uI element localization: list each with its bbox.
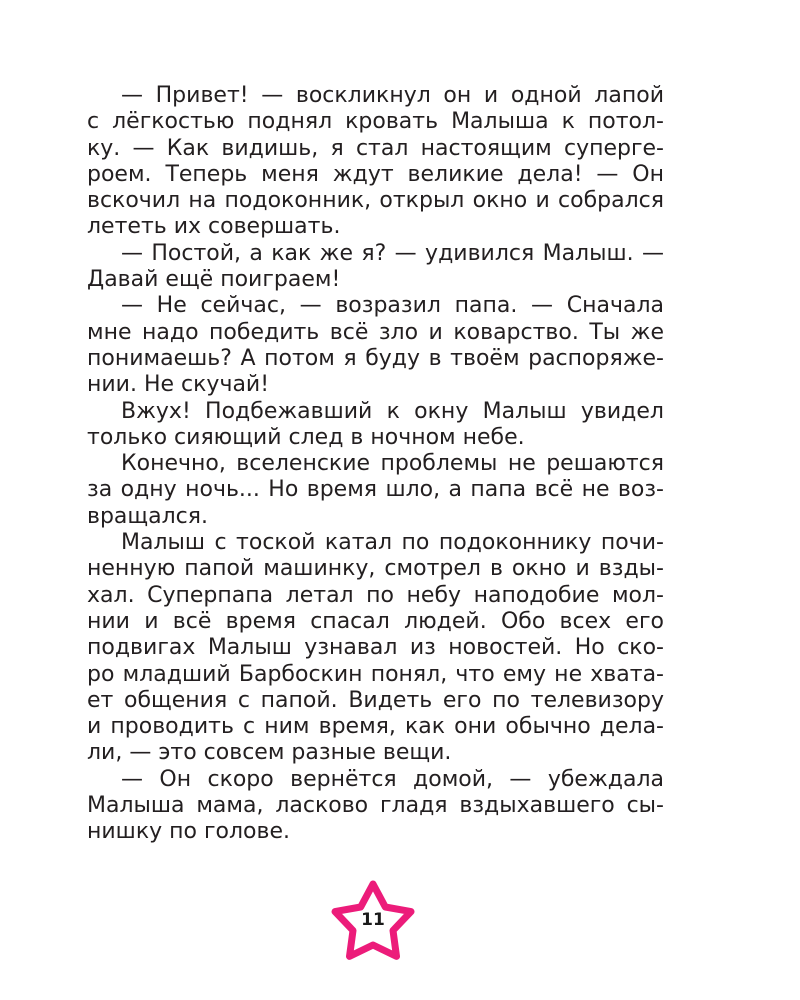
text-line: нии и всё время спасал людей. Обо всех его — [87, 608, 664, 634]
text-line: Малыша мама, ласково гладя вздыхавшего сы- — [87, 793, 664, 819]
text-line: нишку по голове. — [87, 819, 290, 845]
text-line: — Не сейчас, — возразил папа. — Сначала — [121, 293, 664, 319]
text-line: нии. Не скучай! — [87, 372, 270, 398]
text-line: Конечно, вселенские проблемы не решаются — [121, 451, 664, 477]
text-line: подвигах Малыш узнавал из новостей. Но ско- — [87, 635, 664, 661]
text-line: мне надо победить всё зло и коварство. Ты же — [87, 319, 664, 345]
text-line: с лёгкостью поднял кровать Малыша к потол- — [87, 109, 664, 135]
text-line: Вжух! Подбежавший к окну Малыш увидел — [121, 398, 664, 424]
text-line: ро младший Барбоскин понял, что ему не хвата- — [87, 661, 664, 687]
text-line: ли, — это совсем разные вещи. — [87, 740, 452, 766]
text-line: ет общения с папой. Видеть его по телевизору — [87, 687, 664, 713]
text-line: вскочил на подоконник, открыл окно и собрался — [87, 188, 664, 214]
page-number-badge — [327, 876, 419, 968]
page-number: 11 — [361, 910, 385, 930]
text-line: понимаешь? А потом я буду в твоём распоряже- — [87, 345, 664, 371]
text-line: Давай ещё поиграем! — [87, 267, 341, 293]
text-line: роем. Теперь меня ждут великие дела! — Он — [87, 161, 664, 187]
text-line: ку. — Как видишь, я стал настоящим суперге- — [87, 135, 664, 161]
text-line: лететь их совершать. — [87, 214, 341, 240]
text-line: только сияющий след в ночном небе. — [87, 424, 525, 450]
text-line: — Постой, а как же я? — удивился Малыш. — — [121, 240, 664, 266]
text-line: и проводить с ним время, как они обычно дела- — [87, 714, 664, 740]
text-line: за одну ночь... Но время шло, а папа всё не воз- — [87, 477, 664, 503]
text-line: вращался. — [87, 503, 208, 529]
text-line: — Он скоро вернётся домой, — убеждала — [121, 766, 664, 792]
text-line: — Привет! — воскликнул он и одной лапой — [121, 83, 664, 108]
text-line: хал. Суперпапа летал по небу наподобие мол- — [87, 582, 664, 608]
text-line: ненную папой машинку, смотрел в окно и взды- — [87, 556, 664, 582]
story-text — [87, 83, 664, 846]
text-line: Малыш с тоской катал по подоконнику почи- — [121, 530, 664, 556]
